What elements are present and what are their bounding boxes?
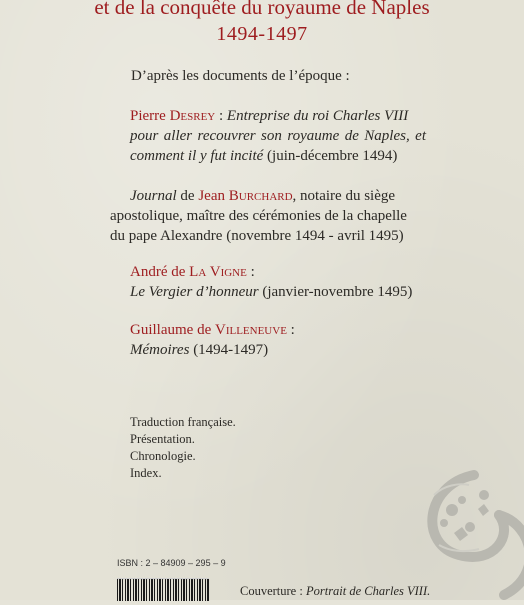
separator: : (215, 108, 227, 124)
entry-line (110, 126, 426, 146)
entry-line (110, 320, 430, 340)
source-entry-villeneuve (110, 320, 430, 360)
author-last-name: La Vigne (189, 264, 247, 280)
work-title: Mémoires (130, 342, 190, 358)
entry-line: apostolique, maître des cérémonies de la chapelle (110, 208, 407, 224)
entry-line (110, 186, 430, 206)
source-entry-burchard (110, 186, 430, 246)
author-last-name: Villeneuve (214, 322, 287, 338)
work-title: Journal (130, 188, 177, 204)
author-first-name: Jean (198, 188, 229, 204)
author-first-name: Pierre (130, 108, 170, 124)
separator: : (286, 322, 295, 338)
entry-line (110, 340, 430, 360)
cover-credit (240, 583, 430, 599)
contents-list (130, 414, 236, 482)
isbn-text: ISBN : 2 – 84909 – 295 – 9 (117, 558, 226, 568)
entry-text: , notaire du siège (292, 188, 396, 204)
entry-line (110, 106, 430, 126)
source-entry-desrey (110, 106, 430, 166)
entry-line (110, 262, 430, 282)
contents-item: Traduction française. (130, 415, 236, 429)
contents-item: Présentation. (130, 432, 195, 446)
author-last-name: Desrey (169, 108, 216, 124)
separator: : (246, 264, 255, 280)
entry-line: du pape Alexandre (novembre 1494 - avril 1495) (110, 228, 404, 244)
entry-line (110, 282, 430, 302)
work-title-end: comment il y fut incité (130, 148, 264, 164)
contents-item: Chronologie. (130, 449, 196, 463)
entry-dates: (1494-1497) (189, 342, 269, 358)
work-title: Entreprise du roi Charles VIII (226, 108, 409, 124)
entry-dates: (juin-décembre 1494) (263, 148, 398, 164)
author-first-name: André de (130, 264, 190, 280)
intro-text: D’après les documents de l’époque : (131, 68, 350, 84)
book-years: 1494-1497 (216, 23, 308, 45)
author-first-name: Guillaume de (130, 322, 215, 338)
entry-dates: (janvier-novembre 1495) (258, 284, 413, 300)
author-last-name: Burchard (228, 188, 293, 204)
entry-line (110, 146, 430, 166)
cover-title: Portrait de Charles VIII. (305, 584, 431, 598)
work-title-cont: pour aller recouvrer son royaume de Naples, et (130, 128, 426, 144)
work-title: Le Vergier d’honneur (130, 284, 259, 300)
source-entry-la-vigne (110, 262, 430, 302)
book-subtitle: et de la conquête du royaume de Naples (94, 0, 430, 19)
contents-item: Index. (130, 466, 162, 480)
connector: de (176, 188, 199, 204)
cover-label: Couverture : (240, 584, 306, 598)
barcode-icon (117, 578, 209, 601)
